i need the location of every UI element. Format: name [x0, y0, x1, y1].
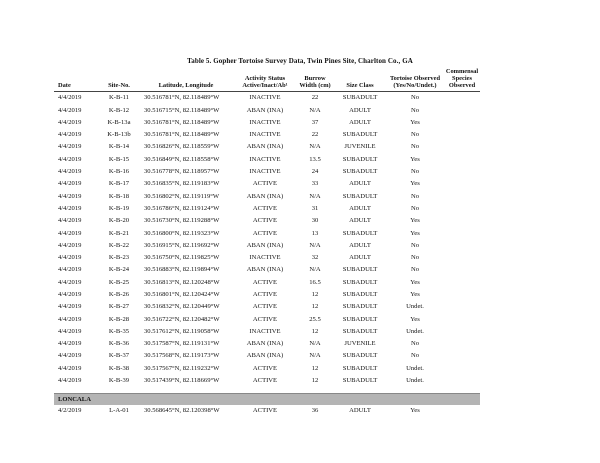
cell-date: 4/4/2019 — [58, 278, 82, 286]
cell-size: SUBADULT — [342, 229, 378, 237]
cell-site: K-B-22 — [108, 241, 130, 249]
cell-date: 4/4/2019 — [58, 254, 82, 262]
cell-tortoise: Yes — [410, 155, 420, 163]
cell-activity: INACTIVE — [249, 327, 281, 335]
cell-date: 4/4/2019 — [58, 94, 82, 102]
cell-commensal — [444, 215, 480, 227]
cell-coord: 30.517567°N, 82.119232°W — [144, 364, 220, 372]
cell-commensal — [444, 325, 480, 337]
table-row — [54, 350, 480, 362]
cell-site: K-B-36 — [108, 340, 130, 348]
cell-date: 4/4/2019 — [58, 352, 82, 360]
cell-size: SUBADULT — [342, 327, 378, 335]
cell-size: SUBADULT — [342, 131, 378, 139]
cell-size: SUBADULT — [342, 168, 378, 176]
cell-burrow: N/A — [309, 241, 321, 249]
cell-site: K-B-21 — [108, 229, 130, 237]
cell-activity: INACTIVE — [249, 118, 281, 126]
cell-site: K-B-15 — [108, 155, 130, 163]
cell-tortoise: No — [410, 94, 420, 102]
cell-burrow: 22 — [311, 94, 319, 102]
header-activity: Activity Status Active/Inact/Ab¹ — [234, 68, 296, 91]
cell-site: K-B-17 — [108, 180, 130, 188]
table-row — [54, 165, 480, 177]
cell-date: 4/4/2019 — [58, 291, 82, 298]
cell-burrow: N/A — [309, 106, 321, 114]
cell-site: K-B-23 — [108, 254, 130, 262]
cell-commensal — [444, 104, 480, 116]
table-row — [54, 338, 480, 350]
cell-tortoise: No — [410, 143, 420, 151]
cell-commensal — [444, 202, 480, 214]
cell-burrow: 12 — [311, 364, 319, 372]
cell-coord: 30.516781°N, 82.118489°W — [144, 118, 220, 126]
cell-activity: INACTIVE — [249, 155, 281, 163]
cell-date: 4/4/2019 — [58, 327, 82, 335]
table-row — [54, 276, 480, 288]
cell-size: SUBADULT — [342, 266, 378, 274]
cell-date: 4/4/2019 — [58, 217, 82, 225]
cell-tortoise: No — [410, 254, 420, 262]
cell-burrow: 16.5 — [309, 278, 321, 286]
cell-commensal — [444, 129, 480, 141]
cell-commensal — [444, 153, 480, 165]
cell-date: 4/4/2019 — [58, 192, 82, 200]
table-body — [54, 91, 480, 387]
cell-commensal — [444, 116, 480, 128]
cell-site: K-B-28 — [108, 315, 130, 323]
cell-site: K-B-20 — [108, 217, 130, 225]
cell-size: SUBADULT — [342, 155, 378, 163]
cell-coord: 30.516781°N, 82.118489°W — [144, 131, 220, 139]
cell-commensal — [444, 251, 480, 263]
cell-burrow: 30 — [311, 217, 319, 225]
cell-activity: ACTIVE — [252, 217, 278, 225]
cell-burrow: N/A — [309, 340, 321, 348]
cell-date: 4/4/2019 — [58, 168, 82, 176]
cell-date: 4/4/2019 — [58, 377, 82, 385]
cell-site: K-B-38 — [108, 364, 130, 372]
cell-coord: 30.568645°N, 82.120398°W — [144, 407, 220, 415]
cell-site: K-B-19 — [108, 204, 130, 212]
cell-coord: 30.516750°N, 82.119825°W — [144, 254, 220, 262]
cell-activity: ACTIVE — [252, 278, 278, 286]
cell-size: ADULT — [349, 241, 371, 249]
cell-burrow: N/A — [309, 143, 321, 151]
cell-tortoise: Undet. — [406, 327, 424, 335]
table-row — [54, 374, 480, 386]
cell-activity: ACTIVE — [252, 364, 278, 372]
header-row — [54, 68, 480, 91]
cell-size: ADULT — [349, 204, 371, 212]
group-row — [54, 393, 480, 405]
cell-burrow: 12 — [311, 377, 319, 385]
cell-commensal — [444, 313, 480, 325]
cell-coord: 30.516826°N, 82.118559°W — [144, 143, 220, 151]
cell-size: SUBADULT — [342, 192, 378, 200]
cell-coord: 30.516832°N, 82.120449°W — [144, 303, 220, 311]
table-row — [54, 264, 480, 276]
table-row — [54, 325, 480, 337]
table-row — [54, 153, 480, 165]
cell-burrow: 12 — [311, 303, 319, 311]
cell-activity: ABAN (INA) — [246, 192, 284, 200]
table-title: Table 5. Gopher Tortoise Survey Data, Twin Pines Site, Charlton Co., GA — [187, 57, 413, 65]
cell-commensal — [444, 227, 480, 239]
cell-burrow: 22 — [311, 131, 319, 139]
cell-tortoise: Yes — [410, 229, 420, 237]
cell-site: K-B-18 — [108, 192, 130, 200]
cell-site: L-A-01 — [109, 407, 129, 415]
cell-site: K-B-14 — [108, 143, 130, 151]
cell-tortoise: Yes — [410, 407, 420, 415]
cell-burrow: 24 — [311, 168, 319, 176]
cell-site: K-B-39 — [108, 377, 130, 385]
table-row — [54, 239, 480, 251]
cell-commensal — [444, 350, 480, 362]
cell-site: K-B-25 — [108, 278, 130, 286]
header-site: Site-No. — [100, 68, 138, 91]
cell-date: 4/4/2019 — [58, 241, 82, 249]
cell-date: 4/4/2019 — [58, 340, 82, 348]
cell-burrow: 32 — [311, 254, 319, 262]
cell-site: K-B-13a — [107, 118, 131, 126]
cell-burrow: 36 — [311, 407, 319, 415]
cell-coord: 30.516813°N, 82.120248°W — [144, 278, 220, 286]
header-date: Date — [54, 68, 100, 91]
cell-activity: ABAN (INA) — [246, 352, 284, 360]
cell-commensal — [444, 405, 480, 417]
cell-commensal — [444, 276, 480, 288]
cell-burrow: 13 — [311, 229, 319, 237]
cell-site: K-B-12 — [108, 106, 130, 114]
cell-coord: 30.516722°N, 82.120482°W — [144, 315, 220, 323]
cell-date: 4/4/2019 — [58, 180, 82, 188]
cell-coord: 30.516915°N, 82.119692°W — [144, 241, 220, 249]
cell-coord: 30.516883°N, 82.119894°W — [144, 266, 220, 274]
cell-size: ADULT — [349, 407, 371, 415]
table-row — [54, 116, 480, 128]
cell-commensal — [444, 141, 480, 153]
cell-burrow: N/A — [309, 266, 321, 274]
cell-size: SUBADULT — [342, 94, 378, 102]
cell-commensal — [444, 288, 480, 300]
cell-coord: 30.516849°N, 82.118558°W — [144, 155, 220, 163]
cell-tortoise: Undet. — [406, 364, 424, 372]
cell-burrow: N/A — [309, 192, 321, 200]
cell-date: 4/4/2019 — [58, 315, 82, 323]
table-row — [54, 190, 480, 202]
cell-burrow: 33 — [311, 180, 319, 188]
cell-activity: ACTIVE — [252, 377, 278, 385]
cell-site: K-B-16 — [108, 168, 130, 176]
cell-activity: ACTIVE — [252, 291, 278, 298]
group-label: LONCALA — [54, 393, 480, 405]
header-coord: Latitude, Longitude — [138, 68, 234, 91]
cell-size: SUBADULT — [342, 377, 378, 385]
cell-date: 4/4/2019 — [58, 266, 82, 274]
cell-activity: INACTIVE — [249, 131, 281, 139]
cell-activity: ABAN (INA) — [246, 266, 284, 274]
cell-commensal — [444, 264, 480, 276]
cell-commensal — [444, 362, 480, 374]
cell-activity: INACTIVE — [249, 94, 281, 102]
table-row — [54, 215, 480, 227]
cell-site: K-B-27 — [108, 303, 130, 311]
cell-tortoise: Undet. — [406, 377, 424, 385]
table-row — [54, 227, 480, 239]
cell-site: K-B-11 — [109, 94, 129, 102]
cell-date: 4/4/2019 — [58, 118, 82, 126]
cell-activity: ABAN (INA) — [246, 340, 284, 348]
cell-burrow: 25.5 — [309, 315, 321, 323]
cell-site: K-B-13b — [107, 131, 131, 139]
cell-activity: ACTIVE — [252, 204, 278, 212]
cell-site: K-B-37 — [108, 352, 130, 360]
cell-commensal — [444, 178, 480, 190]
cell-tortoise: Yes — [410, 180, 420, 188]
table-row — [54, 91, 480, 104]
cell-date: 4/4/2019 — [58, 131, 82, 139]
cell-tortoise: Yes — [410, 118, 420, 126]
cell-commensal — [444, 165, 480, 177]
cell-size: SUBADULT — [342, 303, 378, 311]
cell-date: 4/4/2019 — [58, 106, 82, 114]
cell-coord: 30.517587°N, 82.119131°W — [144, 340, 220, 348]
cell-burrow: N/A — [309, 352, 321, 360]
cell-tortoise: No — [410, 106, 420, 114]
cell-activity: ABAN (INA) — [246, 241, 284, 249]
cell-tortoise: No — [410, 266, 420, 274]
cell-size: SUBADULT — [342, 291, 378, 298]
cell-tortoise: Yes — [410, 217, 420, 225]
header-size: Size Class — [334, 68, 386, 91]
cell-coord: 30.517612°N, 82.119058°W — [144, 327, 220, 335]
cell-site: K-B-24 — [108, 266, 130, 274]
cell-tortoise: No — [410, 192, 420, 200]
cell-tortoise: Yes — [410, 278, 420, 286]
cell-activity: INACTIVE — [249, 254, 281, 262]
cell-coord: 30.516730°N, 82.119288°W — [144, 217, 220, 225]
cell-coord: 30.517568°N, 82.119173°W — [144, 352, 220, 360]
cell-tortoise: No — [410, 241, 420, 249]
table-row — [54, 313, 480, 325]
cell-burrow: 12 — [311, 291, 319, 298]
cell-size: ADULT — [349, 106, 371, 114]
cell-tortoise: No — [410, 168, 420, 176]
cell-size: SUBADULT — [342, 278, 378, 286]
cell-tortoise: No — [410, 340, 420, 348]
cell-site: K-B-26 — [108, 291, 130, 298]
cell-coord: 30.516781°N, 82.118489°W — [144, 94, 220, 102]
table-row — [54, 362, 480, 374]
cell-activity: ABAN (INA) — [246, 143, 284, 151]
cell-burrow: 31 — [311, 204, 319, 212]
table-row — [54, 301, 480, 313]
cell-date: 4/2/2019 — [58, 407, 82, 415]
cell-commensal — [444, 374, 480, 386]
cell-activity: ACTIVE — [252, 180, 278, 188]
group-body — [54, 405, 480, 417]
cell-size: JUVENILE — [344, 340, 376, 348]
table-row — [54, 141, 480, 153]
cell-date: 4/4/2019 — [58, 204, 82, 212]
table-row — [54, 129, 480, 141]
cell-burrow: 13.5 — [309, 155, 321, 163]
cell-date: 4/4/2019 — [58, 364, 82, 372]
cell-size: JUVENILE — [344, 143, 376, 151]
table-row — [54, 178, 480, 190]
cell-activity: ACTIVE — [252, 407, 278, 415]
cell-tortoise: No — [410, 352, 420, 360]
cell-date: 4/4/2019 — [58, 303, 82, 311]
cell-tortoise: Yes — [410, 291, 420, 298]
header-commensal: Commensal Species Observed — [445, 68, 479, 90]
cell-tortoise: Undet. — [406, 303, 424, 311]
table-row — [54, 288, 480, 300]
cell-coord: 30.516800°N, 82.119323°W — [144, 229, 220, 237]
cell-tortoise: No — [410, 131, 420, 139]
cell-activity: INACTIVE — [249, 168, 281, 176]
cell-size: SUBADULT — [342, 315, 378, 323]
table-row — [54, 202, 480, 214]
cell-tortoise: No — [410, 204, 420, 212]
cell-size: ADULT — [349, 180, 371, 188]
cell-date: 4/4/2019 — [58, 143, 82, 151]
table-row — [54, 251, 480, 263]
cell-activity: ACTIVE — [252, 315, 278, 323]
table-row — [54, 405, 480, 417]
cell-commensal — [444, 190, 480, 202]
cell-size: SUBADULT — [342, 352, 378, 360]
cell-commensal — [444, 301, 480, 313]
cell-commensal — [444, 239, 480, 251]
cell-tortoise: Yes — [410, 315, 420, 323]
table-row — [54, 104, 480, 116]
cell-size: ADULT — [349, 118, 371, 126]
cell-commensal — [444, 91, 480, 104]
cell-activity: ACTIVE — [252, 229, 278, 237]
survey-table — [54, 68, 480, 417]
cell-coord: 30.516835°N, 82.119183°W — [144, 180, 220, 188]
cell-coord: 30.516786°N, 82.119124°W — [144, 204, 220, 212]
cell-size: ADULT — [349, 217, 371, 225]
header-tortoise: Tortoise Observed (Yes/No/Undet.) — [386, 68, 444, 91]
cell-size: ADULT — [349, 254, 371, 262]
cell-coord: 30.516715°N, 82.118489°W — [144, 106, 220, 114]
cell-burrow: 37 — [311, 118, 319, 126]
cell-date: 4/4/2019 — [58, 229, 82, 237]
cell-burrow: 12 — [311, 327, 319, 335]
cell-date: 4/4/2019 — [58, 155, 82, 163]
cell-coord: 30.516801°N, 82.120424°W — [144, 291, 220, 298]
cell-coord: 30.516802°N, 82.119119°W — [144, 192, 220, 200]
header-burrow: Burrow Width (cm) — [296, 68, 334, 91]
cell-coord: 30.516778°N, 82.118957°W — [144, 168, 220, 176]
cell-activity: ACTIVE — [252, 303, 278, 311]
cell-coord: 30.517439°N, 82.118669°W — [144, 377, 220, 385]
cell-site: K-B-35 — [108, 327, 130, 335]
cell-activity: ABAN (INA) — [246, 106, 284, 114]
cell-size: SUBADULT — [342, 364, 378, 372]
cell-commensal — [444, 338, 480, 350]
